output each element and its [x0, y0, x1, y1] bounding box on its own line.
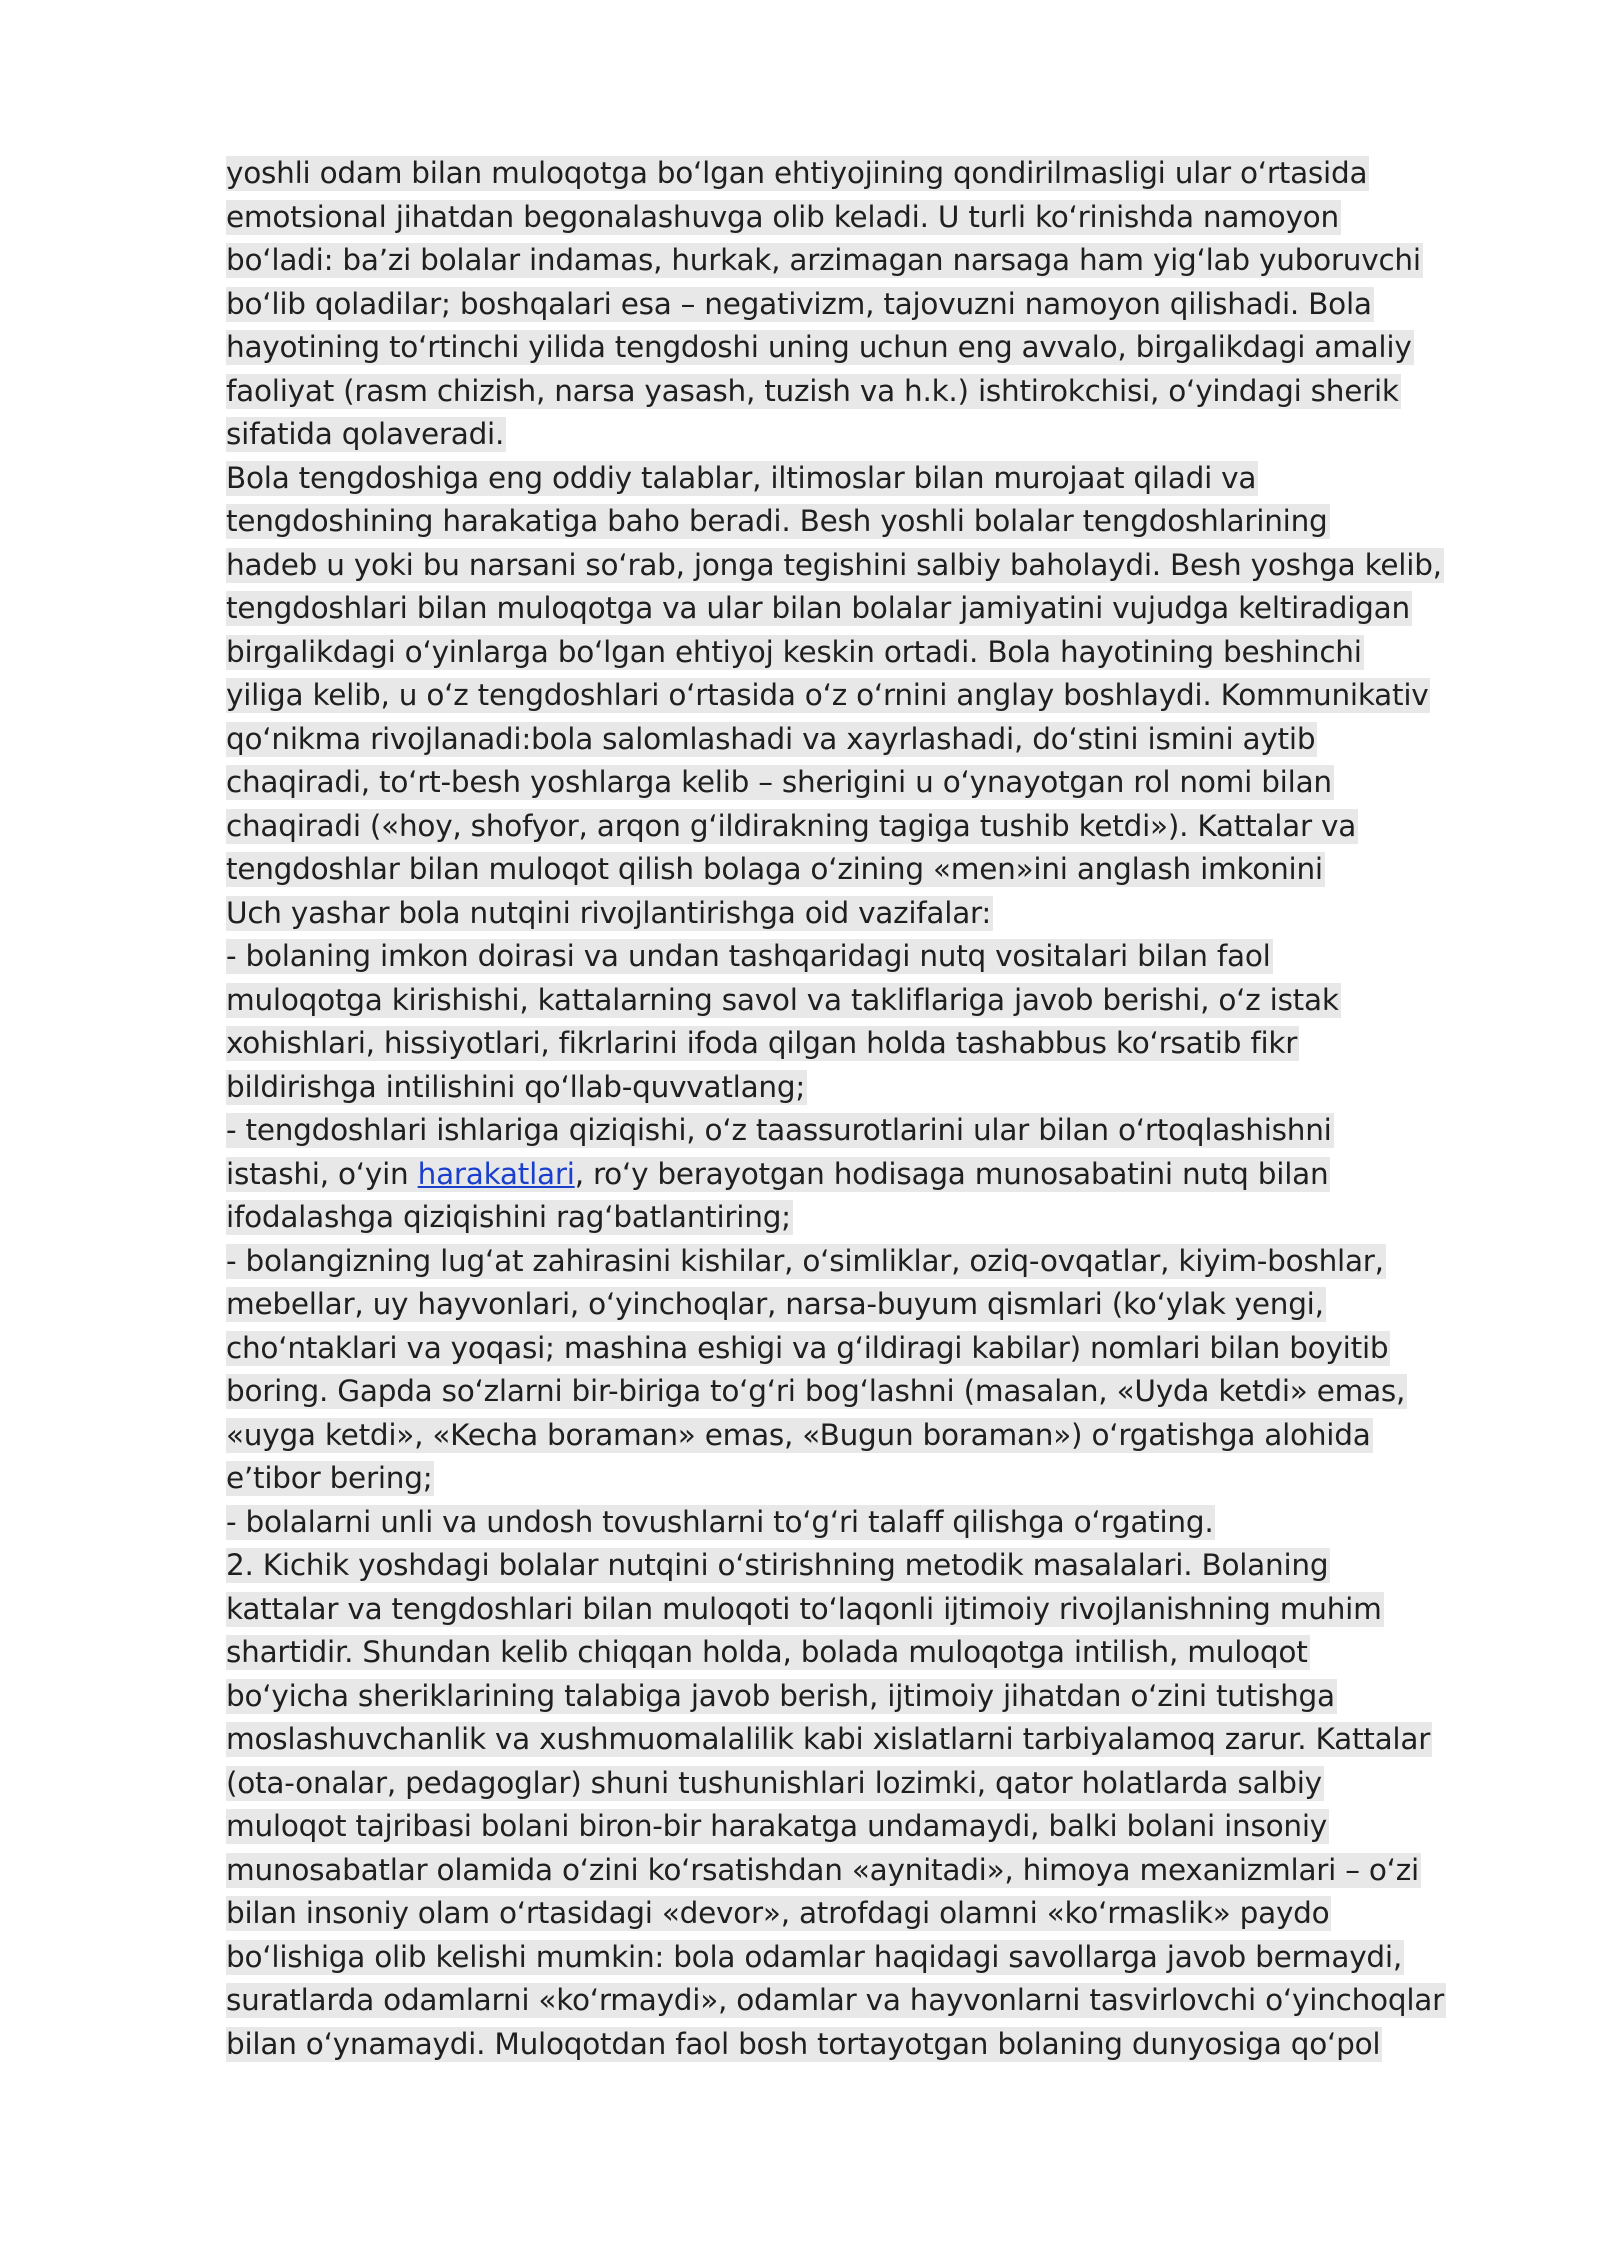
text-line — [226, 457, 1526, 501]
text-line — [226, 1196, 1526, 1240]
text-line — [226, 1544, 1526, 1588]
text-line — [226, 1457, 1526, 1501]
text-line — [226, 370, 1526, 414]
text-line-content: bildirishga intilishini qoʻllab-quvvatlang; — [226, 1069, 806, 1104]
text-line-content: tengdoshlar bilan muloqot qilish bolaga oʻzining «men»ini anglash imkonini — [226, 852, 1323, 886]
text-line-content: Bola tengdoshiga eng oddiy talablar, iltimoslar bilan murojaat qiladi va — [226, 460, 1257, 495]
text-line — [226, 1066, 1526, 1110]
text-line-content: - bolalarni unli va undosh tovushlarni toʻgʻri talaff qilishga oʻrgating. — [226, 1504, 1214, 1539]
text-line-content: chaqiradi, toʻrt-besh yoshlarga kelib – sherigini u oʻynayotgan rol nomi bilan — [226, 765, 1332, 799]
text-line-content: hayotining toʻrtinchi yilida tengdoshi uning uchun eng avvalo, birgalikdagi amaliy — [226, 330, 1412, 364]
text-line-content: choʻntaklari va yoqasi; mashina eshigi va gʻildiragi kabilar) nomlari bilan boyitib — [226, 1330, 1389, 1365]
text-line-content: eʼtibor bering; — [226, 1461, 433, 1495]
text-line-content: 2. Kichik yoshdagi bolalar nutqini oʻstirishning metodik masalalari. Bolaning — [226, 1548, 1329, 1582]
text-line-content: birgalikdagi oʻyinlarga boʻlgan ehtiyoj keskin ortadi. Bola hayotining beshinchi — [226, 634, 1362, 669]
text-line — [226, 1240, 1526, 1284]
text-line-content: ifodalashga qiziqishini ragʻbatlantiring; — [226, 1200, 791, 1234]
text-line-content: - bolangizning lugʻat zahirasini kishilar, oʻsimliklar, oziq-ovqatlar, kiyim-boshlar, — [226, 1243, 1384, 1278]
text-line — [226, 1022, 1526, 1066]
text-line — [226, 1892, 1526, 1936]
text-line-content: boʻlishiga olib kelishi mumkin: bola odamlar haqidagi savollarga javob bermaydi, — [226, 1939, 1402, 1974]
link-line-before: istashi, oʻyin — [226, 1156, 418, 1191]
text-line — [226, 239, 1526, 283]
text-line-content: munosabatlar olamida oʻzini koʻrsatishdan «aynitadi», himoya mexanizmlari – oʻzi — [226, 1852, 1419, 1887]
text-line — [226, 196, 1526, 240]
text-line — [226, 544, 1526, 588]
text-line-content: «uyga ketdi», «Kecha boraman» emas, «Bugun boraman») oʻrgatishga alohida — [226, 1417, 1371, 1452]
text-line — [226, 1718, 1526, 1762]
text-line-content: moslashuvchanlik va xushmuomalalilik kabi xislatlarni tarbiyalamoq zarur. Kattalar — [226, 1722, 1431, 1756]
text-line — [226, 326, 1526, 370]
text-line-content: kattalar va tengdoshlari bilan muloqoti toʻlaqonli ijtimoiy rivojlanishning muhim — [226, 1591, 1382, 1626]
text-line-content: muloqot tajribasi bolani biron-bir harakatga undamaydi, balki bolani insoniy — [226, 1809, 1327, 1843]
text-line-content: muloqotga kirishishi, kattalarning savol va takliflariga javob berishi, oʻz istak — [226, 982, 1339, 1017]
text-line-content: xohishlari, hissiyotlari, fikrlarini ifoda qilgan holda tashabbus koʻrsatib fikr — [226, 1026, 1298, 1060]
text-line-content: emotsional jihatdan begonalashuvga olib keladi. U turli koʻrinishda namoyon — [226, 199, 1339, 234]
text-line-content: boring. Gapda soʻzlarni bir-biriga toʻgʻri bogʻlashni (masalan, «Uyda ketdi» emas, — [226, 1374, 1406, 1408]
text-line-content — [226, 1157, 1330, 1192]
text-line — [226, 587, 1526, 631]
text-line — [226, 805, 1526, 849]
text-line — [226, 979, 1526, 1023]
text-line-content: bilan oʻynamaydi. Muloqotdan faol bosh tortayotgan bolaning dunyosiga qoʻpol — [226, 2026, 1381, 2061]
text-line — [226, 283, 1526, 327]
text-line-content: qoʻnikma rivojlanadi:bola salomlashadi va xayrlashadi, doʻstini ismini aytib — [226, 721, 1316, 756]
text-line — [226, 1501, 1526, 1545]
text-line-content: sifatida qolaveradi. — [226, 417, 505, 451]
text-line-content: mebellar, uy hayvonlari, oʻyinchoqlar, narsa-buyum qismlari (koʻylak yengi, — [226, 1287, 1324, 1321]
text-line — [226, 152, 1526, 196]
text-line-content: - bolaning imkon doirasi va undan tashqaridagi nutq vositalari bilan faol — [226, 939, 1271, 973]
text-line — [226, 1979, 1526, 2023]
text-line-content: yoshli odam bilan muloqotga boʻlgan ehtiyojining qondirilmasligi ular oʻrtasida — [226, 156, 1368, 190]
text-line-with-link — [226, 1153, 1526, 1197]
text-line-content: yiliga kelib, u oʻz tengdoshlari oʻrtasida oʻz oʻrnini anglay boshlaydi. Kommunikativ — [226, 678, 1429, 712]
text-line-content: suratlarda odamlarni «koʻrmaydi», odamlar va hayvonlarni tasvirlovchi oʻyinchoqlar — [226, 1983, 1444, 2017]
text-line-content: boʻyicha sheriklarining talabiga javob berish, ijtimoiy jihatdan oʻzini tutishga — [226, 1678, 1335, 1713]
text-line — [226, 1936, 1526, 1980]
text-line-content: Uch yashar bola nutqini rivojlantirishga oid vazifalar: — [226, 895, 992, 930]
text-line — [226, 1805, 1526, 1849]
text-line-content: tengdoshlari bilan muloqotga va ular bilan bolalar jamiyatini vujudga keltiradigan — [226, 591, 1410, 625]
text-line — [226, 1414, 1526, 1458]
text-line — [226, 761, 1526, 805]
text-line — [226, 892, 1526, 936]
text-line-content: boʻladi: baʼzi bolalar indamas, hurkak, arzimagan narsaga ham yigʻlab yuboruvchi — [226, 243, 1421, 277]
text-line — [226, 500, 1526, 544]
text-line — [226, 848, 1526, 892]
text-line — [226, 2023, 1526, 2067]
text-line — [226, 1675, 1526, 1719]
text-line-content: faoliyat (rasm chizish, narsa yasash, tuzish va h.k.) ishtirokchisi, oʻyindagi sherik — [226, 373, 1399, 408]
text-line — [226, 935, 1526, 979]
text-line — [226, 1283, 1526, 1327]
text-line — [226, 1762, 1526, 1806]
text-line-content: (ota-onalar, pedagoglar) shuni tushunishlari lozimki, qator holatlarda salbiy — [226, 1765, 1322, 1800]
text-line — [226, 1370, 1526, 1414]
text-line-content: chaqiradi («hoy, shofyor, arqon gʻildirakning tagiga tushib ketdi»). Kattalar va — [226, 808, 1357, 843]
text-line — [226, 1109, 1526, 1153]
text-line — [226, 1588, 1526, 1632]
text-line — [226, 1849, 1526, 1893]
link-line-after: , roʻy berayotgan hodisaga munosabatini nutq bilan — [574, 1156, 1329, 1191]
text-line — [226, 631, 1526, 675]
text-line — [226, 1327, 1526, 1371]
text-line — [226, 718, 1526, 762]
text-line — [226, 674, 1526, 718]
text-line-content: - tengdoshlari ishlariga qiziqishi, oʻz taassurotlarini ular bilan oʻrtoqlashishni — [226, 1113, 1332, 1147]
text-line-content: shartidir. Shundan kelib chiqqan holda, bolada muloqotga intilish, muloqot — [226, 1635, 1308, 1669]
text-line — [226, 1631, 1526, 1675]
text-line — [226, 413, 1526, 457]
text-line-content: hadeb u yoki bu narsani soʻrab, jonga tegishini salbiy baholaydi. Besh yoshga kelib, — [226, 547, 1442, 582]
text-line-content: bilan insoniy olam oʻrtasidagi «devor», atrofdagi olamni «koʻrmaslik» paydo — [226, 1896, 1330, 1930]
document-body — [226, 152, 1526, 2066]
text-line-content: tengdoshining harakatiga baho beradi. Besh yoshli bolalar tengdoshlarining — [226, 504, 1328, 538]
text-line-content: boʻlib qoladilar; boshqalari esa – negativizm, tajovuzni namoyon qilishadi. Bola — [226, 286, 1372, 321]
harakatlari-link[interactable]: harakatlari — [417, 1156, 575, 1191]
